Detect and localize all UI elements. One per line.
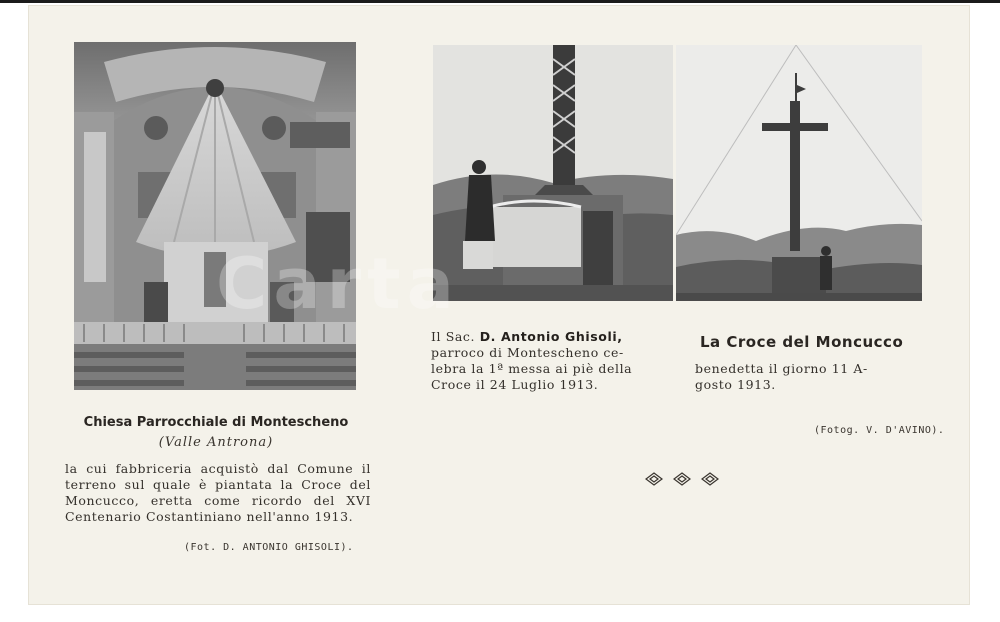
cross-title: La Croce del Moncucco bbox=[700, 333, 904, 351]
church-title: Chiesa Parrocchiale di Montescheno bbox=[83, 415, 349, 430]
moncucco-cross-photo bbox=[676, 45, 922, 301]
mass-caption-line-2: parroco di Montescheno ce- bbox=[431, 345, 624, 360]
church-subtitle: (Valle Antrona) bbox=[158, 435, 274, 450]
cross-description bbox=[695, 361, 935, 393]
cross-description-line-1: benedetta il giorno 11 A- bbox=[695, 361, 868, 376]
top-border bbox=[0, 0, 1000, 3]
postcard bbox=[28, 5, 970, 605]
cross-photo-credit: (Fotog. V. D'AVINO). bbox=[814, 425, 945, 436]
church-photo-credit: (Fot. D. ANTONIO GHISOLI). bbox=[184, 542, 354, 553]
mass-caption-line-4: Croce il 24 Luglio 1913. bbox=[431, 377, 599, 392]
triple-diamond-ornament-icon bbox=[642, 471, 722, 487]
cross-description-line-2: gosto 1913. bbox=[695, 377, 776, 392]
mass-caption bbox=[431, 329, 671, 393]
mass-at-cross-photo bbox=[433, 45, 673, 301]
mass-caption-line-3: lebra la 1ª messa ai piè della bbox=[431, 361, 633, 376]
watermark: Carta bbox=[216, 243, 460, 325]
church-description: la cui fabbriceria acquistò dal Comune il terreno sul quale è piantata la Croce del Moncucco, eretta come ricordo del XVI Centenario Costantiniano nell'anno 1913. bbox=[65, 461, 371, 524]
church-interior-photo bbox=[74, 42, 356, 390]
priest-name: D. Antonio Ghisoli, bbox=[479, 329, 623, 344]
mass-caption-prefix: Il Sac. bbox=[431, 329, 480, 344]
